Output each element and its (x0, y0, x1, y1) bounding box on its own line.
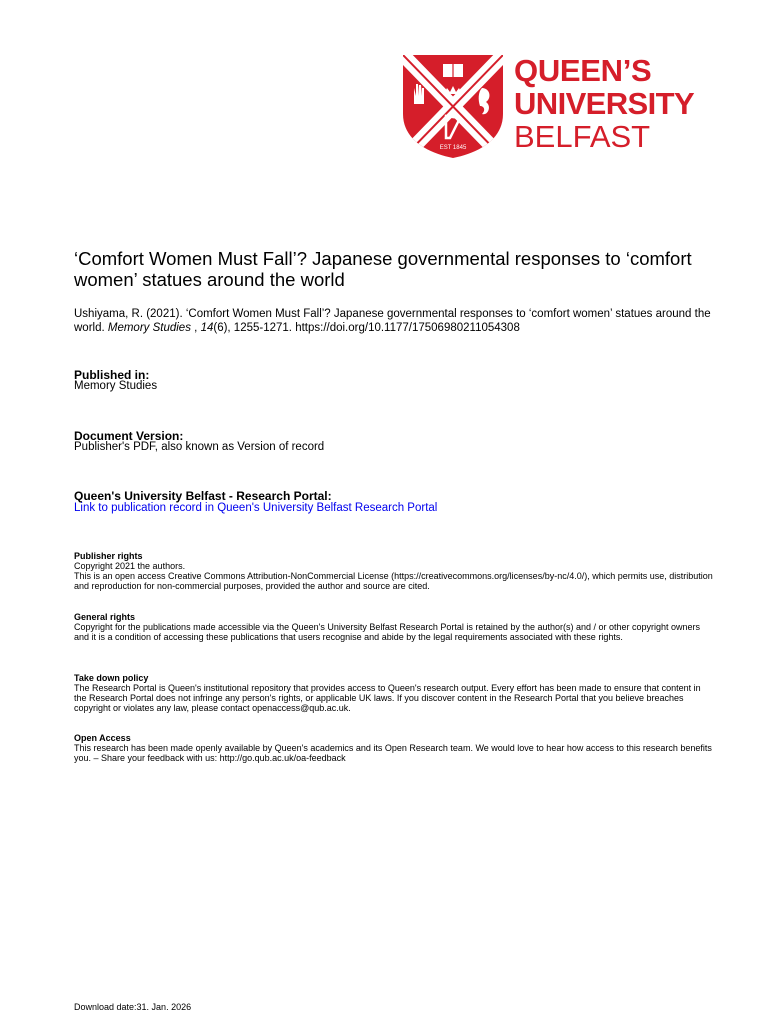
published-in-value: Memory Studies (74, 380, 158, 392)
citation (74, 307, 734, 335)
logo-line-3: BELFAST (514, 119, 651, 154)
publisher-rights-section (74, 551, 714, 591)
citation-separator: , (190, 322, 201, 334)
crest-icon (400, 52, 506, 160)
publisher-rights-heading: Publisher rights (74, 551, 143, 561)
general-rights-section (74, 612, 714, 642)
citation-details: (6), 1255-1271. https://doi.org/10.1177/17506980211054308 (213, 322, 520, 334)
citation-journal: Memory Studies (107, 322, 191, 334)
logo-wordmark (514, 54, 694, 153)
published-in-label: Published in: (74, 368, 150, 382)
publication-title: ‘Comfort Women Must Fall’? Japanese governmental responses to ‘comfort women’ statues around the world (74, 248, 692, 290)
general-rights-text: Copyright for the publications made accessible via the Queen's University Belfast Research Portal is retained by the author(s) and / or other copyright owners and it is a condition of accessing these publications that users recognise and abide by the legal requirements associated with these rights. (74, 622, 701, 642)
open-access-text: This research has been made openly available by Queen's academics and its Open Research team. We would love to hear how access to this research benefits you. – Share your feedback with us: http://go.qub.ac.uk/oa-feedback (74, 743, 712, 763)
citation-text: Ushiyama, R. (2021). ‘Comfort Women Must Fall’? Japanese governmental responses to ‘comfort women’ statues around the world. (74, 308, 711, 334)
open-access-heading: Open Access (74, 733, 131, 743)
download-date: Download date:31. Jan. 2026 (74, 1002, 192, 1012)
crest-est-text: EST 1845 (439, 145, 467, 151)
publication-record-link[interactable]: Link to publication record in Queen's University Belfast Research Portal (74, 502, 438, 514)
document-version-value: Publisher's PDF, also known as Version of record (74, 441, 325, 453)
take-down-text: The Research Portal is Queen's institutional repository that provides access to Queen's research output. Every effort has been made to ensure that content in the Research Portal does not infringe any person's rights, or applicable UK laws. If you discover content in the Research Portal that you believe breaches copyright or violates any law, please contact openaccess@qub.ac.uk. (74, 683, 701, 713)
open-access-section (74, 733, 714, 763)
university-logo (400, 52, 720, 162)
document-version-label: Document Version: (74, 429, 184, 443)
logo-line-2: UNIVERSITY (514, 86, 695, 121)
general-rights-heading: General rights (74, 612, 136, 622)
research-portal-label: Queen's University Belfast - Research Portal: (74, 489, 332, 503)
logo-line-1: QUEEN’S (514, 53, 652, 88)
publisher-rights-text: Copyright 2021 the authors. This is an open access Creative Commons Attribution-NonCommercial License (https://creativecommons.org/licenses/by-nc/4.0/), which permits use, distribution and reproduction for non-commercial purposes, provided the author and source are cited. (74, 561, 713, 591)
research-portal-value (74, 502, 437, 515)
take-down-heading: Take down policy (74, 673, 149, 683)
citation-volume: 14 (200, 322, 214, 334)
take-down-section (74, 673, 714, 713)
